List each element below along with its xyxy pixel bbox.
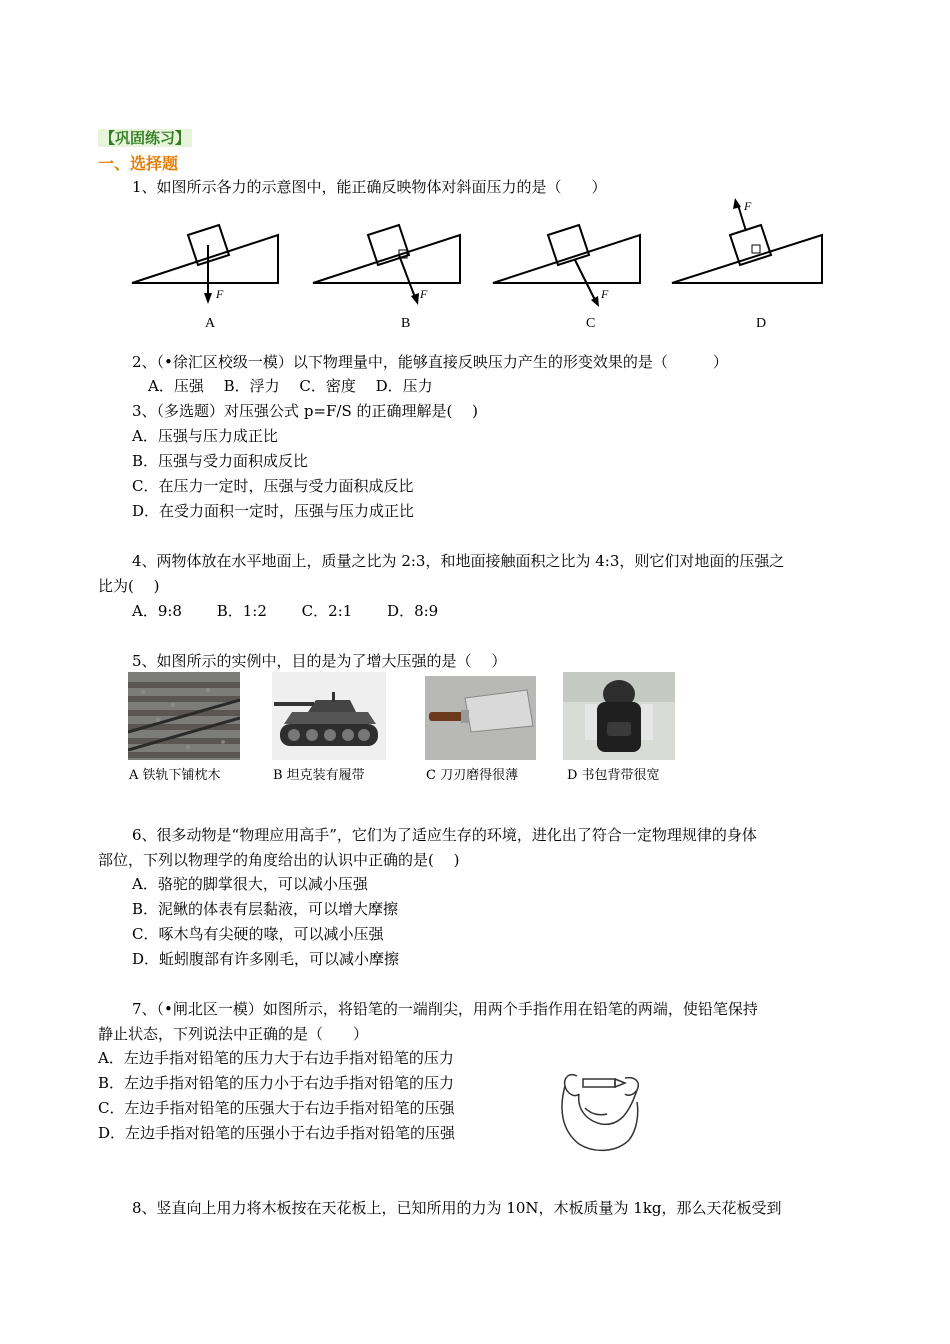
question-6-option-d: D．蚯蚓腹部有许多刚毛，可以减小摩擦 [132, 950, 400, 968]
railway-sleepers-photo [128, 672, 240, 760]
option-label-c: C [586, 316, 596, 331]
question-6-option-b: B．泥鳅的体表有层黏液，可以增大摩擦 [132, 900, 399, 918]
section-label: 【巩固练习】 [100, 129, 191, 147]
question-7-option-b: B．左边手指对铅笔的压力小于右边手指对铅笔的压力 [98, 1074, 455, 1092]
force-label-b: F [420, 287, 428, 301]
caption-d: D 书包背带很宽 [567, 768, 660, 783]
question-7-option-d: D．左边手指对铅笔的压强小于右边手指对铅笔的压强 [98, 1124, 456, 1142]
question-6-option-c: C．啄木鸟有尖硬的喙，可以减小压强 [132, 925, 384, 943]
question-7-text-line1: 7、（•闸北区一模）如图所示，将铅笔的一端削尖，用两个手指作用在铅笔的两端，使铅笔保持 [132, 1000, 758, 1018]
question-1-text: 1、如图所示各力的示意图中，能正确反映物体对斜面压力的是（ ） [132, 178, 607, 196]
question-1-figure [120, 195, 840, 335]
question-7-text-line2: 静止状态，下列说法中正确的是（ ） [98, 1025, 369, 1043]
caption-c: C 刀刃磨得很薄 [426, 768, 519, 783]
backpack-photo [563, 672, 675, 760]
caption-a: A 铁轨下铺枕木 [129, 768, 221, 783]
question-2-text: 2、（•徐汇区校级一模）以下物理量中，能够直接反映压力产生的形变效果的是（ ） [132, 353, 728, 371]
question-3-option-d: D．在受力面积一定时，压强与压力成正比 [132, 502, 415, 520]
question-3-option-a: A．压强与压力成正比 [132, 427, 278, 445]
question-5-text: 5、如图所示的实例中，目的是为了增大压强的是（ ） [132, 652, 507, 670]
force-label-d: F [744, 199, 752, 213]
option-label-b: B [401, 316, 411, 331]
option-label-d: D [756, 316, 767, 331]
question-3-option-c: C．在压力一定时，压强与受力面积成反比 [132, 477, 414, 495]
question-7-option-a: A．左边手指对铅笔的压力大于右边手指对铅笔的压力 [98, 1049, 454, 1067]
question-4-text-line2: 比为( ) [98, 577, 160, 595]
question-6-text-line2: 部位，下列以物理学的角度给出的认识中正确的是( ) [98, 851, 460, 869]
question-6-option-a: A．骆驼的脚掌很大，可以减小压强 [132, 875, 368, 893]
question-7-option-c: C．左边手指对铅笔的压强大于右边手指对铅笔的压强 [98, 1099, 455, 1117]
question-3-option-b: B．压强与受力面积成反比 [132, 452, 309, 470]
question-8-text-line1: 8、竖直向上用力将木板按在天花板上，已知所用的力为 10N，木板质量为 1kg，那么天花板受到 [132, 1199, 782, 1217]
section-title: 一、选择题 [98, 154, 179, 173]
pencil-fingers-figure [555, 1068, 655, 1154]
caption-b: B 坦克装有履带 [273, 768, 365, 783]
question-4-text-line1: 4、两物体放在水平地面上，质量之比为 2:3，和地面接触面积之比为 4:3，则它们对地面的压强之 [132, 552, 785, 570]
tank-photo [272, 672, 386, 760]
question-4-options: A．9:8 B．1:2 C．2:1 D．8:9 [132, 602, 439, 620]
option-label-a: A [205, 316, 216, 331]
question-2-options: A．压强 B．浮力 C．密度 D．压力 [148, 377, 433, 395]
question-6-text-line1: 6、很多动物是“物理应用高手”，它们为了适应生存的环境，进化出了符合一定物理规律的身体 [132, 826, 757, 844]
force-label-a: F [216, 287, 224, 301]
question-3-text: 3、（多选题）对压强公式 p=F/S 的正确理解是( ) [132, 402, 478, 420]
force-label-c: F [601, 287, 609, 301]
knife-photo [425, 676, 536, 760]
